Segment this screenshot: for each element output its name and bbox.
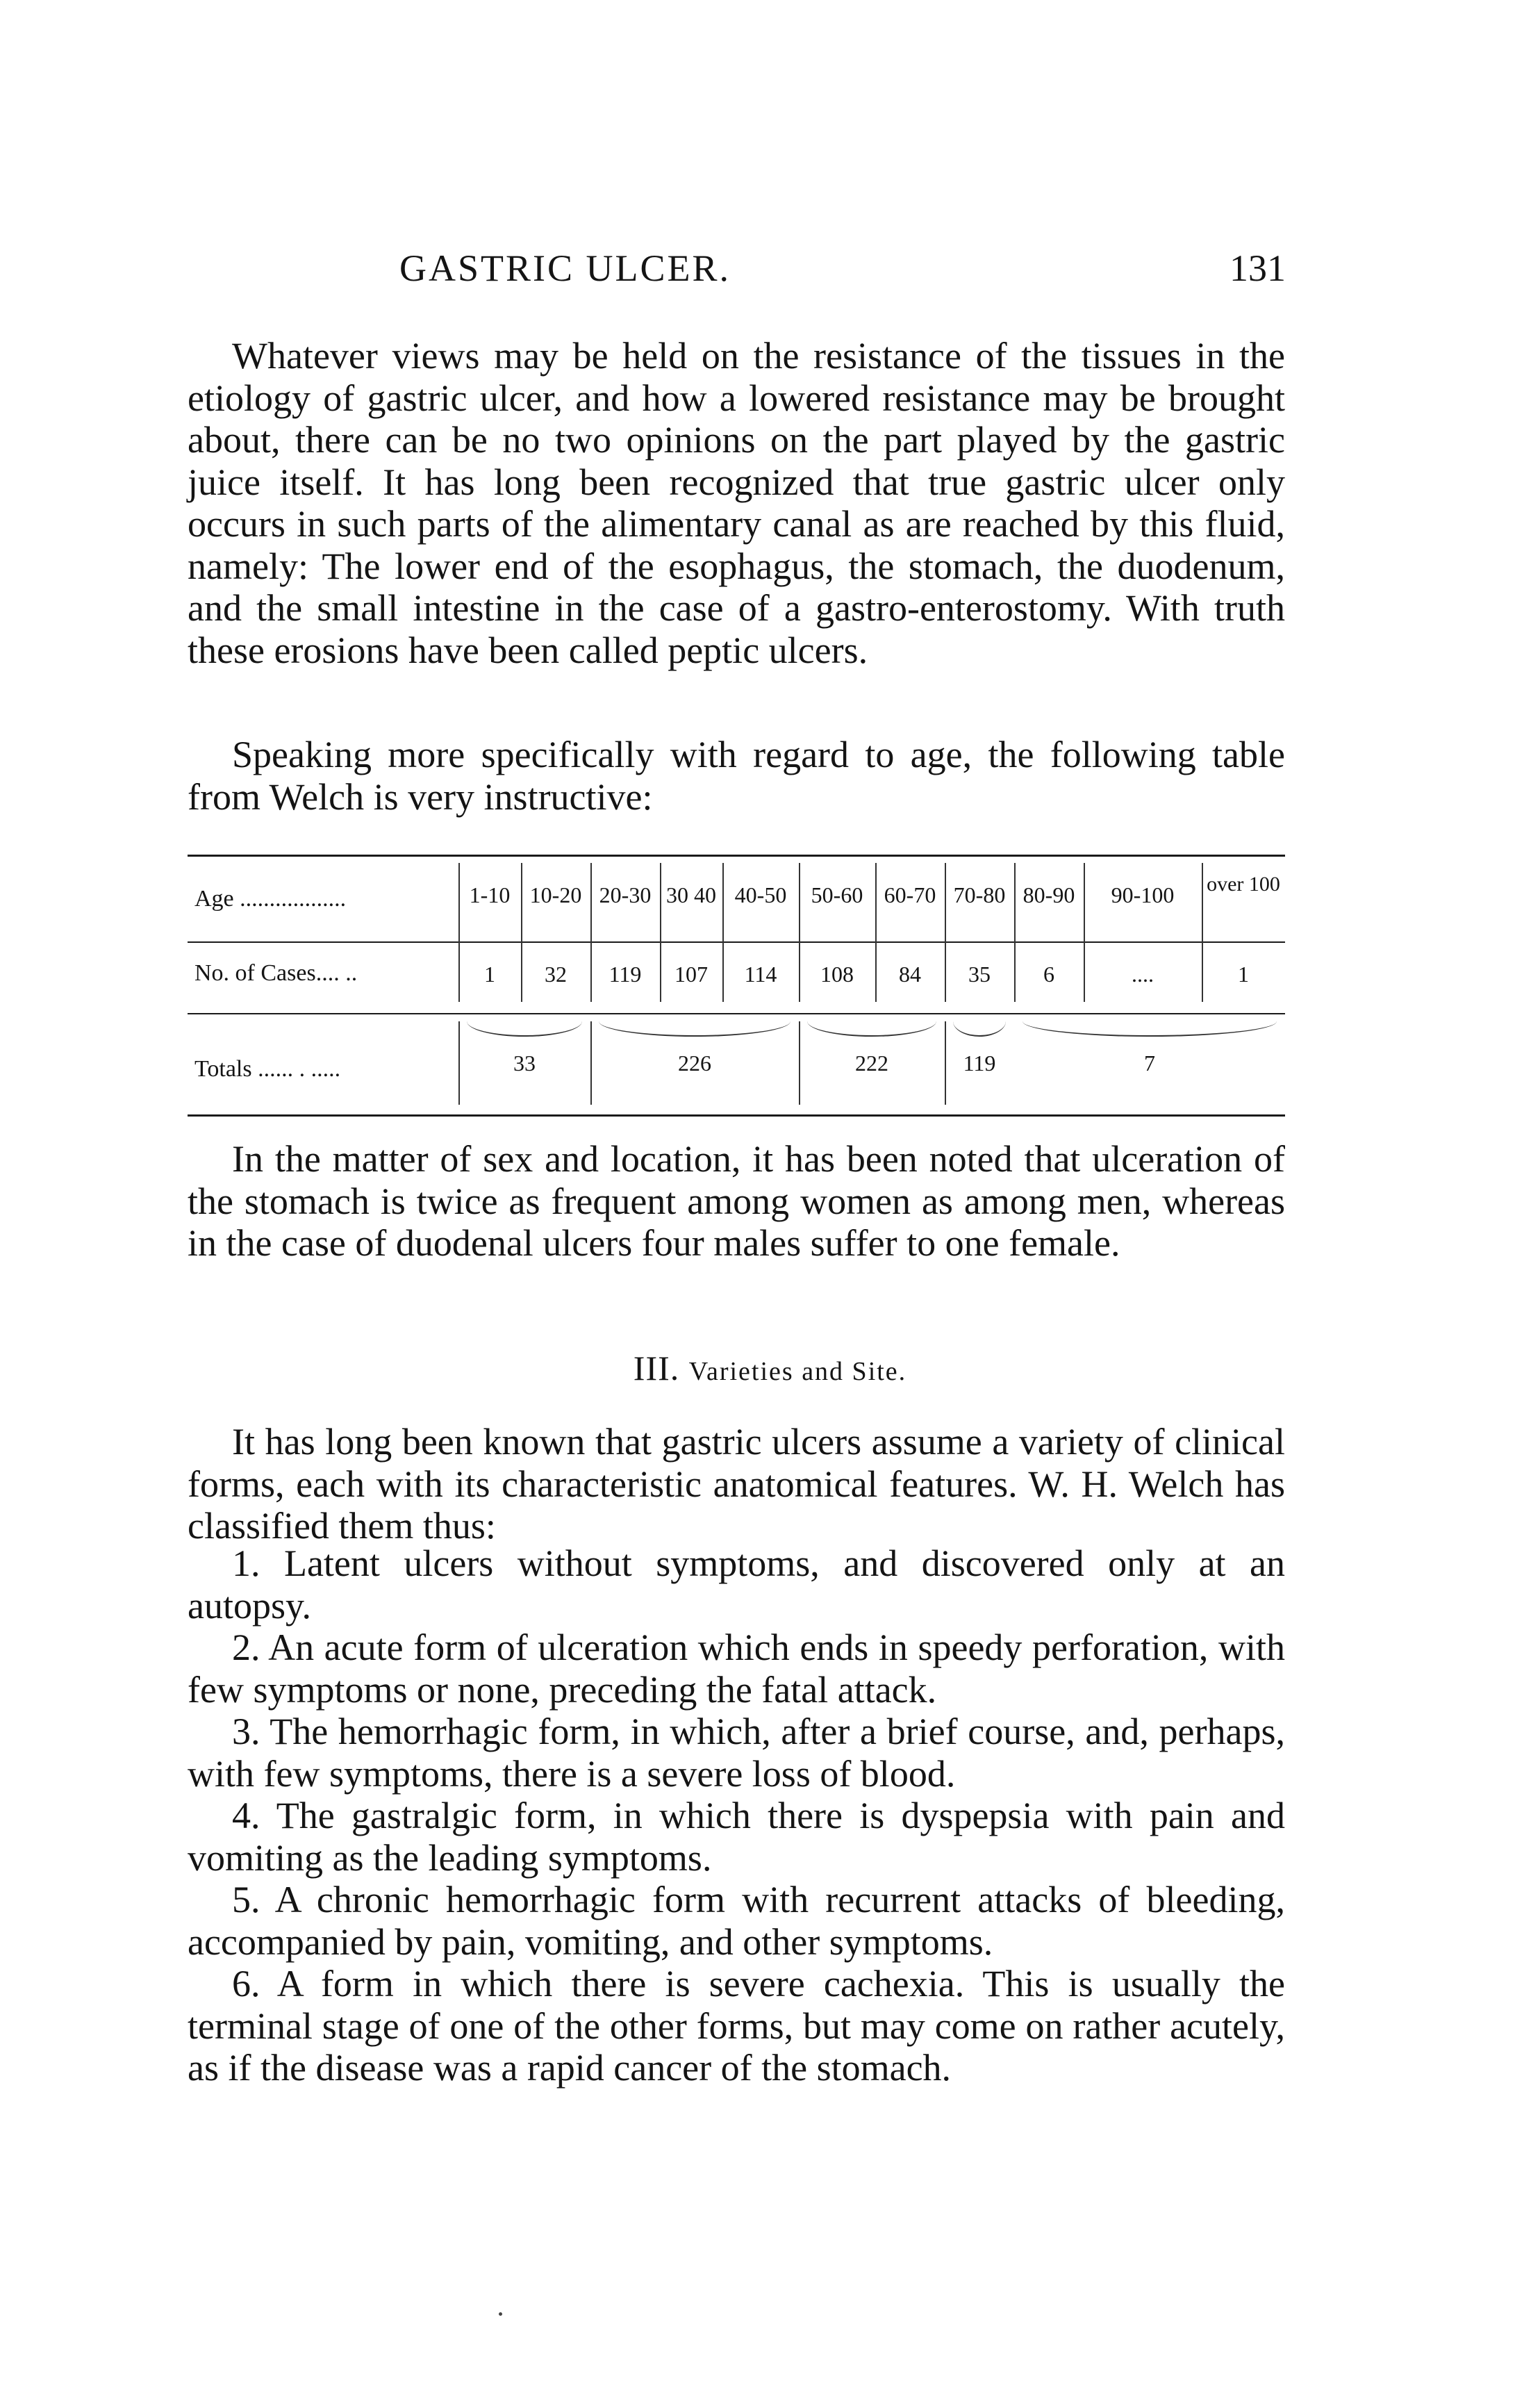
case-count-cell: 107 <box>674 962 708 987</box>
age-group-cell: 70-80 <box>953 882 1006 907</box>
case-count-cell: 119 <box>608 962 642 987</box>
age-group-cell: 20-30 <box>599 882 652 907</box>
row-label-totals: Totals ...... . ..... <box>194 1056 341 1082</box>
group-rule <box>590 1021 592 1105</box>
row-label-age: Age .................. <box>194 886 347 912</box>
paragraph-text: It has long been known that gastric ulcers assume a variety of clinical forms, each with its characteristic anatomical features. W. H. Welch has classified them thus: <box>188 1421 1285 1547</box>
case-count-cell: 35 <box>968 962 991 987</box>
group-brace <box>953 1021 1006 1037</box>
column-rule <box>660 863 661 1002</box>
section-title: Varieties and Site. <box>688 1357 907 1386</box>
list-item: 2. An acute form of ulceration which ends in speedy perforation, with few symptoms or none, preceding the fatal attack. <box>188 1627 1285 1711</box>
case-count-cell: 32 <box>545 962 567 987</box>
total-cell: 222 <box>855 1051 888 1076</box>
table-rule <box>188 1013 1285 1014</box>
paragraph-text: Whatever views may be held on the resistance of the tissues in the etiology of gastric ulcer, and how a lowered resistance may be brought about, there can be no two opinions on the part played by the gastric juice itself. It has long been recognized that true gastric ulcer only occurs in such parts of the alimentary canal as are reached by this fluid, namely: The lower end of the esophagus, the stomach, the duodenum, and the small intestine in the case of a gastro-enterostomy. With truth these erosions have been called peptic ulcers. <box>188 335 1285 671</box>
total-cell: 7 <box>1144 1051 1155 1076</box>
column-rule <box>1202 863 1203 1002</box>
age-group-cell: over 100 <box>1207 873 1280 896</box>
case-count-cell: 114 <box>744 962 777 987</box>
page-number: 131 <box>1229 247 1286 289</box>
age-group-cell: 40-50 <box>734 882 787 907</box>
age-group-cell: 80-90 <box>1022 882 1075 907</box>
group-rule <box>799 1021 800 1105</box>
running-title: GASTRIC ULCER. <box>399 247 731 289</box>
group-brace <box>1022 1021 1277 1037</box>
age-group-cell: 10-20 <box>529 882 582 907</box>
case-count-cell: 84 <box>899 962 921 987</box>
column-rule <box>521 863 522 1002</box>
total-cell: 119 <box>963 1051 996 1076</box>
running-head <box>0 247 1540 295</box>
case-count-cell: 1 <box>484 962 495 987</box>
list-item: 4. The gastralgic form, in which there is dyspepsia with pain and vomiting as the leading symptoms. <box>188 1795 1285 1879</box>
group-brace <box>467 1021 582 1037</box>
table-bottom-rule <box>188 1114 1285 1117</box>
paragraph-peptic <box>188 335 1285 671</box>
paragraph-age-intro <box>188 734 1285 818</box>
age-group-cell: 50-60 <box>811 882 863 907</box>
case-count-cell: .... <box>1132 962 1154 987</box>
table-top-rule <box>188 855 1285 857</box>
column-rule <box>590 863 592 1002</box>
paragraph-text: In the matter of sex and location, it has been noted that ulceration of the stomach is twice as frequent among women as among men, whereas in the case of duodenal ulcers four males suffer to one female. <box>188 1138 1285 1264</box>
total-cell: 226 <box>678 1051 711 1076</box>
case-count-cell: 108 <box>820 962 854 987</box>
age-table <box>188 855 1285 1119</box>
column-rule <box>875 863 877 1002</box>
page-speck <box>499 2312 502 2316</box>
group-brace <box>599 1021 790 1037</box>
column-rule <box>945 863 946 1002</box>
list-item: 3. The hemorrhagic form, in which, after a brief course, and, perhaps, with few symptoms, there is a severe loss of blood. <box>188 1711 1285 1795</box>
group-brace <box>807 1021 936 1037</box>
case-count-cell: 1 <box>1238 962 1249 987</box>
section-numeral: III. <box>633 1349 680 1388</box>
group-rule <box>945 1021 946 1105</box>
paragraph-forms-intro <box>188 1421 1285 1547</box>
case-count-cell: 6 <box>1043 962 1054 987</box>
age-group-cell: 30 40 <box>666 882 716 907</box>
column-rule <box>799 863 800 1002</box>
table-rule <box>188 941 1285 943</box>
column-rule <box>458 863 460 1002</box>
column-rule <box>1084 863 1085 1002</box>
list-item: 5. A chronic hemorrhagic form with recurrent attacks of bleeding, accompanied by pain, vomiting, and other symptoms. <box>188 1879 1285 1963</box>
list-item: 1. Latent ulcers without symptoms, and discovered only at an autopsy. <box>188 1542 1285 1627</box>
column-rule <box>1014 863 1016 1002</box>
list-item: 6. A form in which there is severe cachexia. This is usually the terminal stage of one of the other forms, but may come on rather acutely, as if the disease was a rapid cancer of the stomach. <box>188 1963 1285 2089</box>
paragraph-text: Speaking more specifically with regard to age, the following table from Welch is very instructive: <box>188 734 1285 818</box>
age-group-cell: 60-70 <box>884 882 936 907</box>
column-rule <box>722 863 724 1002</box>
paragraph-sex-location <box>188 1138 1285 1265</box>
group-rule <box>458 1021 460 1105</box>
forms-list <box>188 1542 1285 2089</box>
age-group-cell: 1-10 <box>469 882 511 907</box>
age-group-cell: 90-100 <box>1111 882 1175 907</box>
total-cell: 33 <box>513 1051 536 1076</box>
row-label-cases: No. of Cases.... .. <box>194 960 358 986</box>
section-heading <box>0 1348 1540 1388</box>
